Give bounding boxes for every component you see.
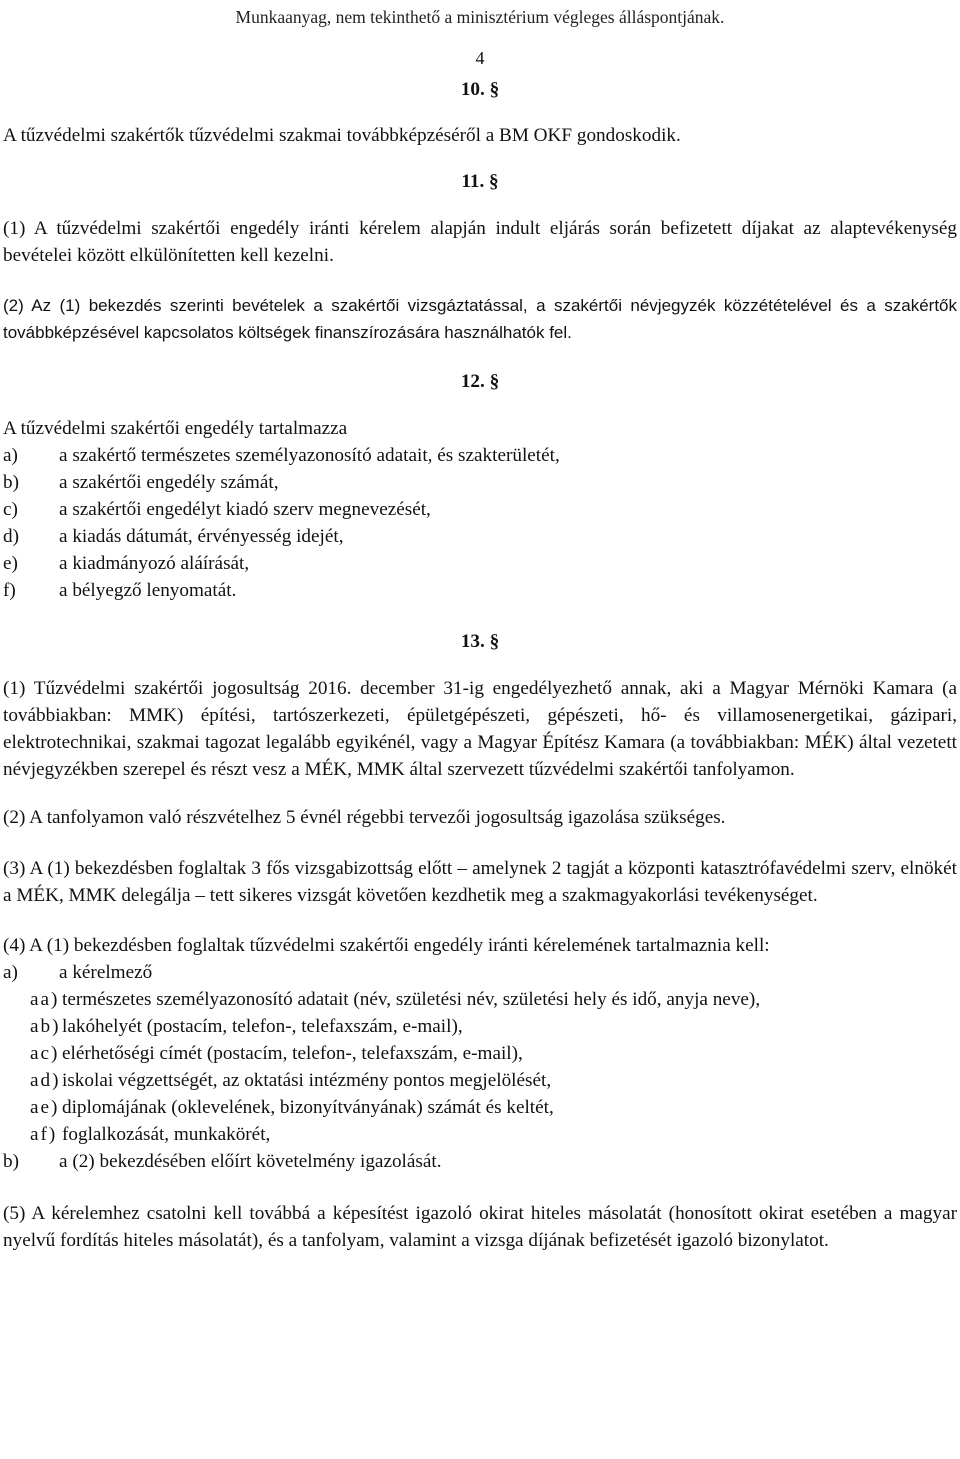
sublist-item-label: ad) — [30, 1070, 61, 1091]
sublist-item — [3, 1094, 957, 1121]
list-item — [3, 550, 957, 577]
sublist-item-label: ac) — [30, 1043, 60, 1064]
list-item-text: a szakértő természetes személyazonosító adatait, és szakterületét, — [59, 445, 560, 466]
sublist-item-label: ae) — [30, 1097, 60, 1118]
list-item — [3, 577, 957, 604]
sublist-item-text: lakóhelyét (postacím, telefon-, telefaxszám, e-mail), — [62, 1016, 463, 1037]
section-11-paragraph-2: (2) Az (1) bekezdés szerinti bevételek a szakértői vizsgáztatással, a szakértői névjegyzék közzétételével és a szakértők továbbképzésével kapcsolatos költségek finanszírozására használhatók fel. — [3, 296, 957, 342]
list-item-label: e) — [3, 553, 18, 574]
list-item-text: a (2) bekezdésében előírt követelmény igazolását. — [59, 1151, 442, 1172]
sublist-item-text: iskolai végzettségét, az oktatási intézmény pontos megjelölését, — [62, 1070, 552, 1091]
section-11-paragraph-1: (1) A tűzvédelmi szakértői engedély iránti kérelem alapján indult eljárás során befizetett díjakat az alaptevékenység bevételei között elkülönítetten kell kezelni. — [3, 218, 957, 266]
sublist-item-text: természetes személyazonosító adatait (név, születési név, születési hely és idő, anyja neve), — [62, 989, 761, 1010]
list-item-label: a) — [3, 445, 18, 466]
list-item — [3, 959, 957, 986]
sublist-item — [3, 986, 957, 1013]
list-item-text: a kérelmező — [59, 962, 153, 983]
sublist-item — [3, 1067, 957, 1094]
sublist-item-text: elérhetőségi címét (postacím, telefon-, telefaxszám, e-mail), — [62, 1043, 523, 1064]
sublist-item — [3, 1013, 957, 1040]
section-10-text: A tűzvédelmi szakértők tűzvédelmi szakmai továbbképzéséről a BM OKF gondoskodik. — [3, 125, 681, 146]
list-item — [3, 1148, 957, 1175]
list-item — [3, 442, 957, 469]
draft-notice-header: Munkaanyag, nem tekinthető a minisztérium végleges álláspontjának. — [235, 7, 725, 27]
list-item — [3, 523, 957, 550]
section-11-heading: 11. § — [461, 171, 499, 192]
list-item-label: c) — [3, 499, 18, 520]
list-item — [3, 469, 957, 496]
section-12-intro: A tűzvédelmi szakértői engedély tartalmazza — [3, 418, 348, 439]
list-item-label: a) — [3, 962, 18, 983]
document-page — [3, 0, 957, 1254]
sublist-item — [3, 1121, 957, 1148]
section-13-paragraph-5: (5) A kérelemhez csatolni kell továbbá a képesítést igazoló okirat hiteles másolatát (honosított okirat esetében a magyar nyelvű fordítás hiteles másolatát), és a tanfolyam, valamint a vizsga díjának befizetését igazoló bizonylatot. — [3, 1203, 957, 1251]
list-item-label: d) — [3, 526, 19, 547]
list-item-label: b) — [3, 472, 19, 493]
section-12-heading: 12. § — [460, 371, 500, 392]
section-10-heading: 10. § — [460, 79, 500, 100]
list-item-label: f) — [3, 580, 16, 601]
list-item-text: a kiadás dátumát, érvényesség idejét, — [59, 526, 344, 547]
sublist-item — [3, 1040, 957, 1067]
section-13-paragraph-1: (1) Tűzvédelmi szakértői jogosultság 2016. december 31-ig engedélyezhető annak, aki a Magyar Mérnöki Kamara (a továbbiakban: MMK) építési, tartószerkezeti, épületgépészeti, gépészeti, hő- és villamosenergetikai, gázipari, elektrotechnikai, szakmai tagozat legalább egyikénél, vagy a Magyar Építész Kamara (a továbbiakban: MÉK) által vezetett névjegyzékben szerepel és részt vesz a MÉK, MMK által szervezett tűzvédelmi szakértői tanfolyamon. — [3, 678, 957, 780]
section-13-sublist — [3, 986, 957, 1148]
section-12-list — [3, 442, 957, 604]
sublist-item-label: ab) — [30, 1016, 61, 1037]
list-item — [3, 496, 957, 523]
page-number: 4 — [475, 48, 485, 68]
sublist-item-text: diplomájának (oklevelének, bizonyítványának) számát és keltét, — [62, 1097, 554, 1118]
sublist-item-label: aa) — [30, 989, 60, 1010]
list-item-label: b) — [3, 1151, 19, 1172]
list-item-text: a szakértői engedélyt kiadó szerv megnevezését, — [59, 499, 431, 520]
list-item-text: a szakértői engedély számát, — [59, 472, 279, 493]
section-13-heading: 13. § — [460, 631, 500, 652]
list-item-text: a kiadmányozó aláírását, — [59, 553, 250, 574]
section-13-paragraph-4-intro: (4) A (1) bekezdésben foglaltak tűzvédelmi szakértői engedély iránti kérelemének tartalmaznia kell: — [3, 935, 770, 956]
list-item-text: a bélyegző lenyomatát. — [59, 580, 237, 601]
sublist-item-label: af) — [30, 1124, 58, 1145]
sublist-item-text: foglalkozását, munkakörét, — [62, 1124, 271, 1145]
section-13-paragraph-3: (3) A (1) bekezdésben foglaltak 3 fős vizsgabizottság előtt – amelynek 2 tagját a központi katasztrófavédelmi szerv, elnökét a MÉK, MMK delegálja – tett sikeres vizsgát követően kezdhetik meg a szakmagyakorlási tevékenységet. — [3, 858, 957, 906]
section-13-paragraph-2: (2) A tanfolyamon való részvételhez 5 évnél régebbi tervezői jogosultság igazolása szükséges. — [3, 807, 726, 828]
